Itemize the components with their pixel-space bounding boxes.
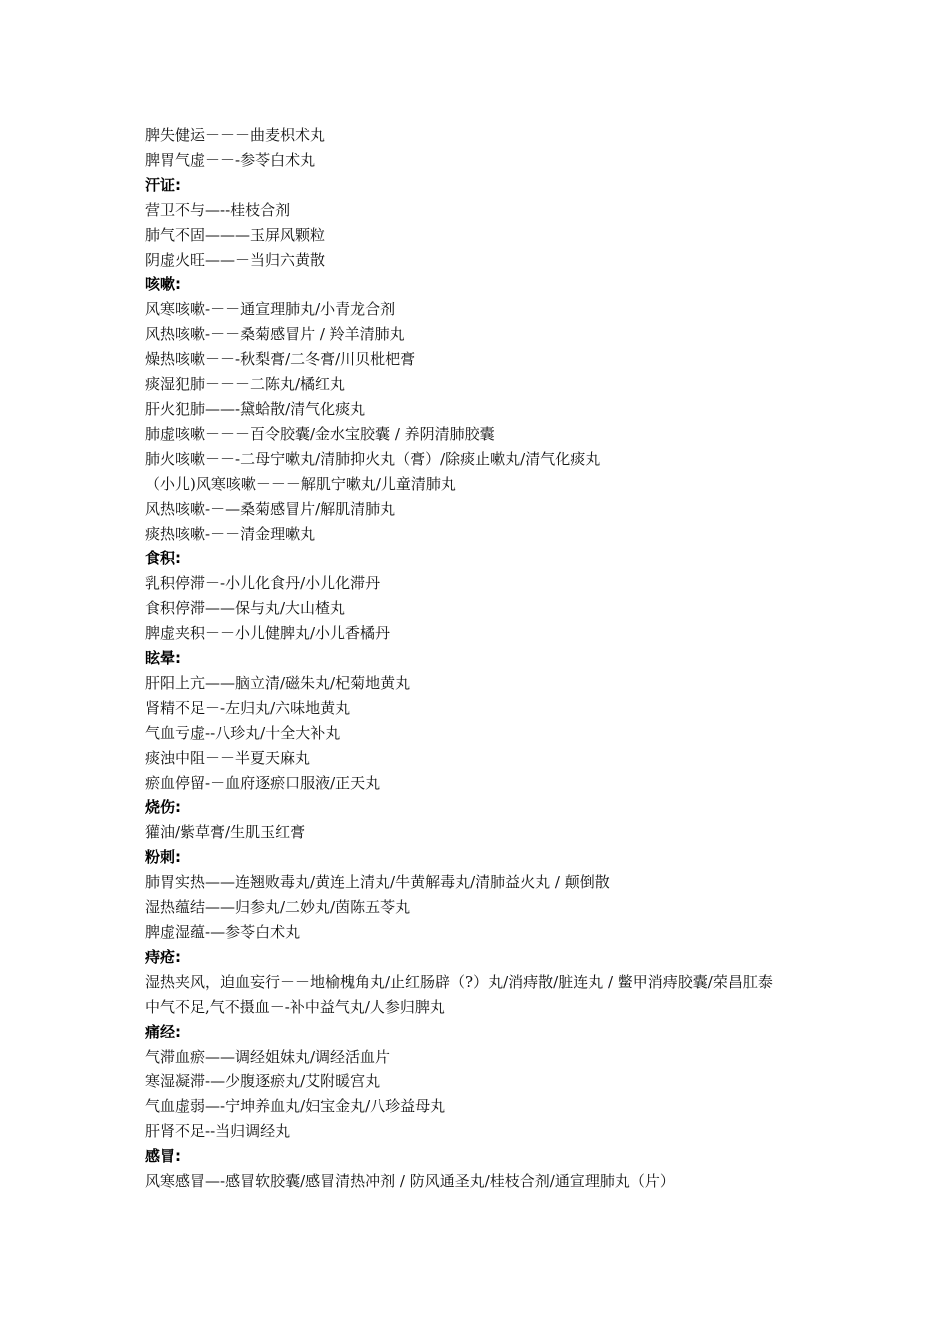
text-line: 乳积停滞－-小儿化食丹/小儿化滞丹 <box>145 574 381 593</box>
text-line: 肺胃实热——连翘败毒丸/黄连上清丸/牛黄解毒丸/清肺益火丸 / 颠倒散 <box>145 873 610 892</box>
text-line: 肾精不足－-左归丸/六味地黄丸 <box>145 698 351 717</box>
text-line: 风热咳嗽-－－桑菊感冒片 / 羚羊清肺丸 <box>145 325 405 344</box>
text-line: 湿热蕴结——归参丸/二妙丸/茵陈五苓丸 <box>145 898 411 917</box>
text-line: 痰湿犯肺－－－二陈丸/橘红丸 <box>145 375 346 394</box>
section-heading: 眩晕: <box>145 649 181 668</box>
text-line: 湿热夹风，迫血妄行－－地榆槐角丸/止红肠辟（?）丸/消痔散/脏连丸 / 鳖甲消痔胶囊/荣昌肛泰 <box>145 972 773 991</box>
text-line: 风热咳嗽-－—桑菊感冒片/解肌清肺丸 <box>145 499 396 518</box>
section-heading: 痛经: <box>145 1022 181 1041</box>
text-line: 气滞血瘀——调经姐妹丸/调经活血片 <box>145 1047 391 1066</box>
text-line: 痰热咳嗽-－－清金理嗽丸 <box>145 524 316 543</box>
text-line: （小儿)风寒咳嗽－－－解肌宁嗽丸/儿童清肺丸 <box>145 474 456 493</box>
text-line: 肝肾不足--当归调经丸 <box>145 1122 291 1141</box>
text-line: 气血亏虚--八珍丸/十全大补丸 <box>145 723 341 742</box>
text-line: 獾油/紫草膏/生肌玉红膏 <box>145 823 306 842</box>
section-heading: 汗证: <box>145 175 181 194</box>
document-body <box>145 123 815 1194</box>
text-line: 肝火犯肺——-黛蛤散/清气化痰丸 <box>145 399 366 418</box>
text-line: 中气不足,气不摄血－-补中益气丸/人参归脾丸 <box>145 997 445 1016</box>
text-line: 瘀血停留-－血府逐瘀口服液/正天丸 <box>145 773 381 792</box>
text-line: 脾虚夹积－－小儿健脾丸/小儿香橘丹 <box>145 624 391 643</box>
section-heading: 感冒: <box>145 1147 181 1166</box>
section-heading: 食积: <box>145 549 181 568</box>
text-line: 风寒感冒—-感冒软胶囊/感冒清热冲剂 / 防风通圣丸/桂枝合剂/通宣理肺丸（片） <box>145 1172 675 1191</box>
text-line: 阴虚火旺——－当归六黄散 <box>145 250 326 269</box>
text-line: 风寒咳嗽-－－通宣理肺丸/小青龙合剂 <box>145 300 396 319</box>
text-line: 气血虚弱—-宁坤养血丸/妇宝金丸/八珍益母丸 <box>145 1097 446 1116</box>
text-line: 燥热咳嗽－－-秋梨膏/二冬膏/川贝枇杷膏 <box>145 350 416 369</box>
text-line: 肺火咳嗽－－-二母宁嗽丸/清肺抑火丸（膏）/除痰止嗽丸/清气化痰丸 <box>145 449 601 468</box>
section-heading: 烧伤: <box>145 798 181 817</box>
text-line: 脾失健运－－－曲麦枳术丸 <box>145 126 326 144</box>
section-heading: 粉刺: <box>145 848 181 867</box>
text-line: 肝阳上亢——脑立清/磁朱丸/杞菊地黄丸 <box>145 673 411 692</box>
section-heading: 咳嗽: <box>145 275 181 294</box>
text-line: 脾胃气虚－－-参苓白术丸 <box>145 150 316 169</box>
text-line: 肺虚咳嗽－－－百令胶囊/金水宝胶囊 / 养阴清肺胶囊 <box>145 424 495 443</box>
text-line: 脾虚湿蕴-—参苓白术丸 <box>145 923 301 941</box>
text-line: 痰浊中阻－－半夏天麻丸 <box>145 748 311 767</box>
text-line: 食积停滞——保与丸/大山楂丸 <box>145 599 346 618</box>
text-line: 寒湿凝滞-—少腹逐瘀丸/艾附暖宫丸 <box>145 1072 381 1091</box>
text-line: 营卫不与—--桂枝合剂 <box>145 200 291 219</box>
section-heading: 痔疮: <box>145 947 181 966</box>
text-line: 肺气不固———玉屏风颗粒 <box>145 225 326 244</box>
